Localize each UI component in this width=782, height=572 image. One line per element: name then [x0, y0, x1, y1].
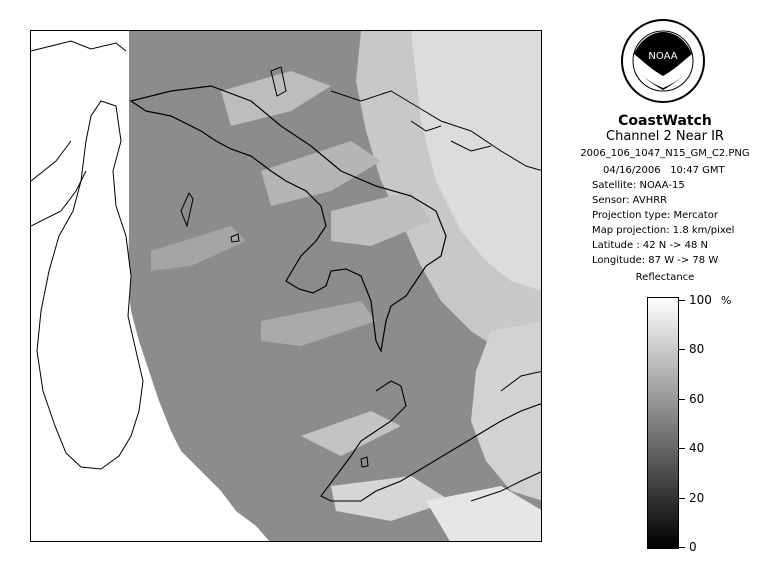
noaa-logo	[620, 18, 706, 104]
file-name: 2006_106_1047_N15_GM_C2.PNG	[580, 148, 750, 159]
colorbar-tick-label: 0	[689, 540, 697, 554]
map-projection-label: Map projection: 1.8 km/pixel	[592, 225, 735, 236]
colorbar-tick-label: 60	[689, 391, 705, 406]
satellite-map	[31, 31, 542, 542]
colorbar-tick	[679, 498, 685, 499]
colorbar-tick	[679, 399, 685, 400]
projection-type-label: Projection type: Mercator	[592, 210, 718, 221]
colorbar-tick-label: 100	[689, 293, 712, 307]
legend-title: Reflectance	[635, 272, 695, 283]
colorbar-tick	[679, 349, 685, 350]
longitude-label: Longitude: 87 W -> 78 W	[592, 255, 719, 266]
colorbar	[647, 297, 679, 549]
channel-title: Channel 2 Near IR	[606, 129, 724, 144]
colorbar-tick-label: 80	[689, 342, 705, 357]
time-value: 10:47 GMT	[670, 165, 725, 176]
satellite-image-panel	[30, 30, 542, 542]
date-value: 04/16/2006	[603, 165, 661, 176]
date-time	[603, 165, 725, 177]
latitude-label: Latitude : 42 N -> 48 N	[592, 240, 708, 251]
colorbar-tick	[679, 448, 685, 449]
lake-michigan	[37, 101, 143, 469]
colorbar-tick-label: 40	[689, 441, 705, 456]
legend-unit: %	[721, 294, 732, 307]
satellite-label: Satellite: NOAA-15	[592, 180, 685, 191]
logo-text: NOAA	[648, 51, 678, 62]
colorbar-tick	[679, 300, 685, 301]
sensor-label: Sensor: AVHRR	[592, 195, 668, 206]
product-title: CoastWatch	[618, 113, 712, 129]
colorbar-tick-label: 20	[689, 490, 705, 505]
colorbar-tick	[679, 547, 685, 548]
